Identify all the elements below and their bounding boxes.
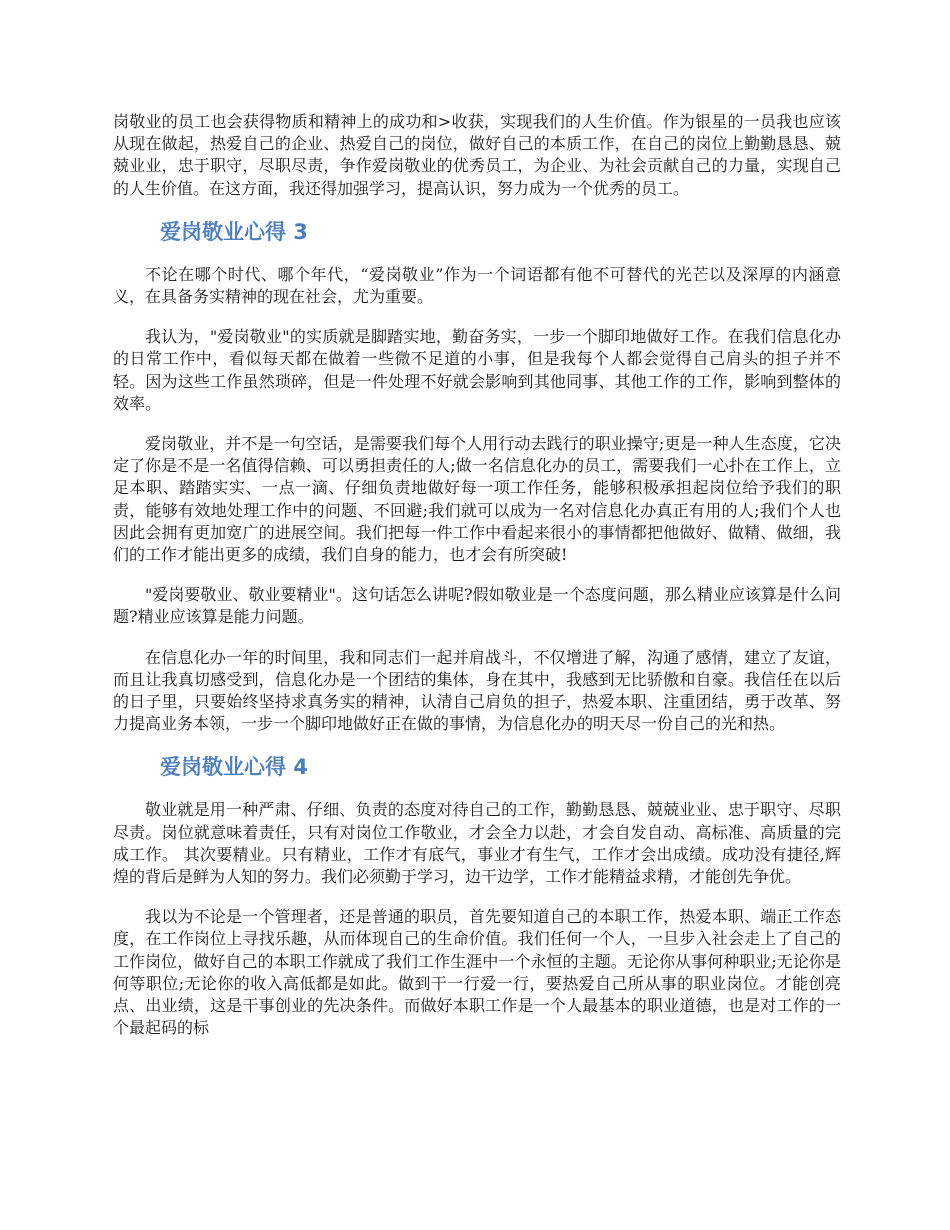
paragraph: "爱岗要敬业、敬业要精业"。这句话怎么讲呢?假如敬业是一个态度问题，那么精业应该算是什么问题?精业应该算是能力问题。: [113, 585, 841, 627]
paragraph: 敬业就是用一种严肃、仔细、负责的态度对待自己的工作，勤勤恳恳、兢兢业业、忠于职守、尽职尽责。岗位就意味着责任，只有对岗位工作敬业，才会全力以赴，才会自发自动、高标准、高质量的完成工作。 其次要精业。只有精业，工作才有底气，事业才有生气，工作才会出成绩。成功没有捷径,辉煌的背后是鲜为人知的努力。我们必须勤于学习，边干边学，工作才能精益求精，才能创先争优。: [113, 800, 841, 887]
section-heading-4: 爱岗敬业心得 4: [160, 755, 308, 780]
paragraph: 我以为不论是一个管理者，还是普通的职员，首先要知道自己的本职工作，热爱本职、端正工作态度，在工作岗位上寻找乐趣，从而体现自己的生命价值。我们任何一个人，一旦步入社会走上了自己的工作岗位，做好自己的本职工作就成了我们工作生涯中一个永恒的主题。无论你从事何种职业;无论你是何等职位;无论你的收入高低都是如此。做到干一行爱一行，要热爱自己所从事的职业岗位。才能创亮点、出业绩，这是干事创业的先决条件。而做好本职工作是一个人最基本的职业道德，也是对工作的一个最起码的标: [113, 907, 841, 1038]
paragraph: 在信息化办一年的时间里，我和同志们一起并肩战斗，不仅增进了解，沟通了感情，建立了友谊，而且让我真切感受到，信息化办是一个团结的集体，身在其中，我感到无比骄傲和自豪。我信任在以后的日子里，只要始终坚持求真务实的精神，认清自己肩负的担子，热爱本职、注重团结，勇于改革、努力提高业务本领，一步一个脚印地做好正在做的事情，为信息化办的明天尽一份自己的光和热。: [113, 647, 841, 734]
paragraph: 不论在哪个时代、哪个年代，“爱岗敬业”作为一个词语都有他不可替代的光芒以及深厚的内涵意义，在具备务实精神的现在社会，尤为重要。: [113, 264, 841, 307]
document-page: [113, 111, 841, 1058]
paragraph: 爱岗敬业，并不是一句空话，是需要我们每个人用行动去践行的职业操守;更是一种人生态度，它决定了你是不是一名值得信赖、可以勇担责任的人;做一名信息化办的员工，需要我们一心扑在工作上，立足本职、踏踏实实、一点一滴、仔细负责地做好每一项工作任务，能够积极承担起岗位给予我们的职责，能够有效地处理工作中的问题、不回避;我们就可以成为一名对信息化办真正有用的人;我们个人也因此会拥有更加宽广的进展空间。我们把每一件工作中看起来很小的事情都把他做好、做精、做细，我们的工作才能出更多的成绩，我们自身的能力，也才会有所突破!: [113, 434, 841, 565]
section-heading-3: 爱岗敬业心得 3: [160, 219, 308, 244]
paragraph-continued: 岗敬业的员工也会获得物质和精神上的成功和>收获，实现我们的人生价值。作为银星的一员我也应该从现在做起，热爱自己的企业、热爱自己的岗位，做好自己的本质工作，在自己的岗位上勤勤恳恳、兢兢业业，忠于职守，尽职尽责，争作爱岗敬业的优秀员工，为企业、为社会贡献自己的力量，实现自己的人生价值。在这方面，我还得加强学习，提高认识，努力成为一个优秀的员工。: [113, 112, 841, 198]
paragraph: 我认为，"爱岗敬业"的实质就是脚踏实地，勤奋务实，一步一个脚印地做好工作。在我们信息化办的日常工作中，看似每天都在做着一些微不足道的小事，但是我每个人都会觉得自己肩头的担子并不轻。因为这些工作虽然琐碎，但是一件处理不好就会影响到其他同事、其他工作的工作，影响到整体的效率。: [113, 327, 841, 413]
